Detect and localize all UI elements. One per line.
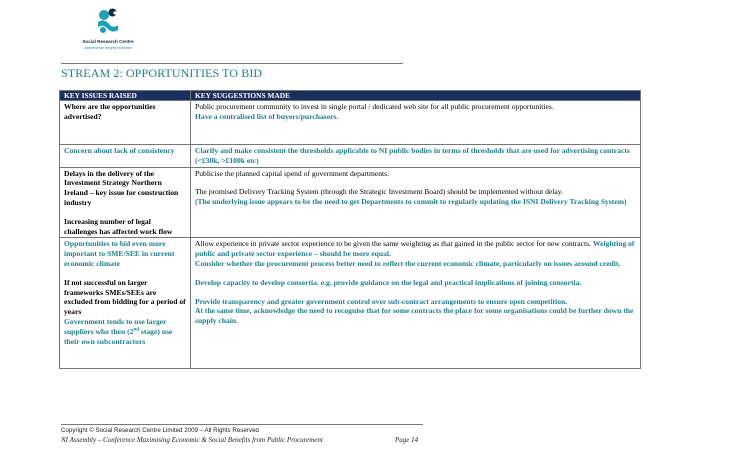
footer-document-title: NI Assembly – Conference Maximising Economic & Social Benefits from Public Procurement (61, 436, 323, 444)
suggestion-text: Publicise the planned capital spend of government departments. (195, 168, 390, 178)
suggestion-text: Public procurement community to invest in single portal / dedicated web site for all public procurement opportunities. (195, 102, 554, 111)
suggestion-cell (191, 101, 641, 145)
suggestion-text: Consider whether the procurement process better need to reflect the current economic climate, particularly on issues around credit. (195, 258, 621, 268)
table-row (60, 238, 641, 369)
social-research-centre-logo (78, 8, 138, 52)
logo-name: Social Research Centre (82, 39, 134, 44)
issue-text: Opportunities to bid even more important to SME/SEE in current economic climate (64, 239, 175, 268)
issue-cell (60, 238, 191, 369)
suggestion-text: (The underlying issue appears to be the need to get Departments to commit to regularly updating the ISNI Delivery Tracking System) (195, 197, 627, 207)
issue-cell (60, 167, 191, 238)
logo-mark-icon (95, 8, 121, 36)
table-row (60, 145, 641, 168)
issue-text: Delays in the delivery of the Investment Strategy Northern Ireland – key issue for construction industry (64, 168, 179, 207)
suggestion-cell (191, 167, 641, 238)
suggestion-text: Have a centralised list of buyers/purchasers. (195, 111, 339, 121)
suggestion-text: Clarify and make consistent the thresholds applicable to NI public bodies in terms of thresholds that are used for advertising contracts (<£30k, >£100k etc) (195, 146, 630, 165)
table-row (60, 101, 641, 145)
issue-cell (60, 101, 191, 145)
header-key-issues: KEY ISSUES RAISED (60, 91, 191, 101)
suggestion-text: Allow experience in private sector experience to be given the same weighting as that gained in the public sector for new contracts. Weighting of public and private sector experience – should be more equal. (195, 239, 635, 259)
issue-text: Government tends to use larger suppliers who then (2nd stage) use their own subcontractors (64, 316, 173, 346)
suggestion-cell (191, 145, 641, 168)
issue-cell (60, 145, 191, 168)
issues-suggestions-table (59, 90, 641, 369)
footer-copyright: Copyright © Social Research Centre Limited 2009 – All Rights Reserved (61, 427, 259, 434)
suggestion-text: Provide transparency and greater government control over sub-contract arrangements to ensure open competition. (195, 296, 568, 306)
header-rule (61, 63, 403, 64)
issue-text: Concern about lack of consistency (64, 146, 175, 155)
issue-text: If not successful on larger frameworks SMEs/SEEs are excluded from bidding for a period of years (64, 277, 186, 317)
table-row (60, 167, 641, 238)
suggestion-text: Develop capacity to develop consortia. e.g. provide guidance on the legal and practical implications of joining consortia. (195, 277, 582, 287)
logo-tagline: independence integrity excellence (83, 46, 133, 50)
header-key-suggestions: KEY SUGGESTIONS MADE (191, 91, 641, 101)
suggestion-cell (191, 238, 641, 369)
stream-title: STREAM 2: OPPORTUNITIES TO BID (61, 66, 263, 80)
suggestion-text: The promised Delivery Tracking System (through the Strategic Investment Board) should be implemented without delay. (195, 187, 563, 197)
issue-text: Increasing number of legal challenges has affected work flow (64, 216, 173, 236)
suggestion-text: At the same time, acknowledge the need to recognise that for some contracts the place for some organisations could be further down the supply chain. (195, 306, 634, 326)
table-header-row (60, 91, 641, 101)
footer-page-number: Page 14 (395, 436, 419, 444)
footer-rule (61, 424, 423, 425)
issue-text: Where are the opportunities advertised? (64, 102, 156, 121)
